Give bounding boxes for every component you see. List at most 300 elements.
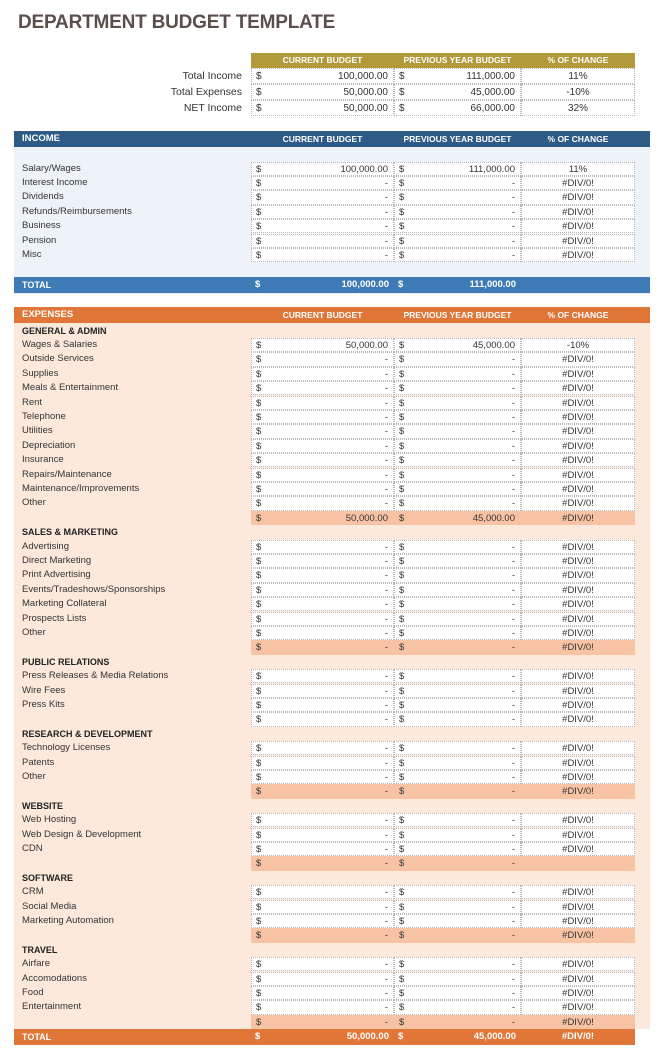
summary-row <box>160 68 635 84</box>
current-value: - <box>384 642 388 654</box>
previous-value: - <box>511 570 515 582</box>
currency-symbol: $ <box>399 570 405 582</box>
currency-symbol: $ <box>256 671 262 683</box>
current-budget-cell[interactable] <box>251 669 394 683</box>
currency-symbol: $ <box>399 469 405 481</box>
currency-symbol: $ <box>256 815 262 827</box>
currency-symbol: $ <box>256 541 262 553</box>
currency-symbol: $ <box>256 71 262 82</box>
category-name: RESEARCH & DEVELOPMENT <box>22 728 153 739</box>
previous-budget-cell[interactable] <box>394 612 521 626</box>
current-value: - <box>384 570 388 582</box>
currency-symbol: $ <box>399 843 405 855</box>
expense-row <box>14 554 650 568</box>
change-value: #DIV/0! <box>562 249 594 261</box>
currency-symbol: $ <box>399 397 405 409</box>
previous-budget-cell[interactable] <box>394 784 521 798</box>
previous-budget-cell[interactable] <box>394 972 521 986</box>
change-value: #DIV/0! <box>562 368 594 380</box>
current-budget-cell[interactable] <box>251 698 394 712</box>
change-value: #DIV/0! <box>562 541 594 553</box>
current-budget-cell[interactable] <box>251 84 394 100</box>
change-cell <box>521 468 635 482</box>
previous-value: 45,000.00 <box>470 87 515 98</box>
previous-budget-cell[interactable] <box>394 496 521 510</box>
expense-row-label: Entertainment <box>22 1001 82 1013</box>
income-header-current: CURRENT BUDGET <box>282 134 363 144</box>
expense-category-heading <box>14 324 650 338</box>
change-value: #DIV/0! <box>562 987 594 999</box>
current-budget-cell[interactable] <box>251 453 394 467</box>
change-cell <box>521 986 635 1000</box>
income-header-change: % OF CHANGE <box>547 134 609 144</box>
current-budget-cell[interactable] <box>251 568 394 582</box>
current-budget-cell[interactable] <box>251 928 394 942</box>
currency-symbol: $ <box>256 555 262 567</box>
current-budget-cell[interactable] <box>251 100 394 116</box>
previous-budget-cell[interactable] <box>394 482 521 496</box>
currency-symbol: $ <box>399 743 405 755</box>
current-budget-cell[interactable] <box>251 439 394 453</box>
current-value: - <box>384 411 388 423</box>
currency-symbol: $ <box>256 339 262 351</box>
current-budget-cell[interactable] <box>251 540 394 554</box>
previous-budget-cell[interactable] <box>394 540 521 554</box>
previous-budget-cell[interactable] <box>394 914 521 928</box>
current-value: - <box>384 671 388 683</box>
currency-symbol: $ <box>399 221 405 233</box>
currency-symbol: $ <box>256 103 262 114</box>
previous-budget-cell[interactable] <box>394 396 521 410</box>
currency-symbol: $ <box>256 786 262 798</box>
previous-budget-cell[interactable] <box>394 205 521 219</box>
current-budget-cell[interactable] <box>251 554 394 568</box>
current-budget-cell[interactable] <box>251 219 394 233</box>
previous-budget-cell[interactable] <box>394 234 521 248</box>
currency-symbol: $ <box>399 354 405 366</box>
expenses-total-change: #DIV/0! <box>561 1031 595 1042</box>
change-value: -10% <box>566 339 590 351</box>
previous-budget-cell[interactable] <box>394 957 521 971</box>
previous-budget-cell[interactable] <box>394 698 521 712</box>
change-cell <box>521 597 635 611</box>
previous-value: - <box>511 757 515 769</box>
currency-symbol: $ <box>256 512 262 524</box>
previous-budget-cell[interactable] <box>394 568 521 582</box>
summary-row <box>160 84 635 100</box>
previous-value: - <box>511 671 515 683</box>
currency-symbol: $ <box>399 339 405 351</box>
expense-row-label: Outside Services <box>22 353 94 365</box>
current-value: - <box>384 930 388 942</box>
previous-budget-cell[interactable] <box>394 453 521 467</box>
expenses-header <box>14 307 650 323</box>
current-value: - <box>384 498 388 510</box>
currency-symbol: $ <box>399 555 405 567</box>
expense-row-label: Other <box>22 626 46 638</box>
current-value: - <box>384 206 388 218</box>
income-row <box>14 205 650 219</box>
previous-value: - <box>511 483 515 495</box>
category-name: GENERAL & ADMIN <box>22 325 107 336</box>
current-budget-cell[interactable] <box>251 381 394 395</box>
previous-value: - <box>511 368 515 380</box>
income-header <box>14 131 650 147</box>
current-budget-cell[interactable] <box>251 583 394 597</box>
currency-symbol: $ <box>256 714 262 726</box>
income-total-current: 100,000.00 <box>341 279 389 290</box>
previous-value: - <box>511 584 515 596</box>
expense-category-heading <box>14 871 650 885</box>
currency-symbol: $ <box>256 627 262 639</box>
previous-budget-cell[interactable] <box>394 219 521 233</box>
change-cell <box>521 410 635 424</box>
currency-symbol: $ <box>399 987 405 999</box>
previous-budget-cell[interactable] <box>394 1015 521 1029</box>
current-budget-cell[interactable] <box>251 352 394 366</box>
expenses-total-prev-currency: $ <box>398 1031 404 1042</box>
currency-symbol: $ <box>399 901 405 913</box>
previous-budget-cell[interactable] <box>394 900 521 914</box>
change-value: #DIV/0! <box>562 699 594 711</box>
previous-value: - <box>511 498 515 510</box>
current-value: 50,000.00 <box>343 87 388 98</box>
current-budget-cell[interactable] <box>251 856 394 870</box>
current-value: - <box>384 829 388 841</box>
change-value: #DIV/0! <box>562 570 594 582</box>
change-value: #DIV/0! <box>562 177 594 189</box>
expense-row <box>14 741 650 755</box>
expense-row <box>14 828 650 842</box>
expense-row-label: Marketing Automation <box>22 914 114 926</box>
expense-row <box>14 842 650 856</box>
change-value: #DIV/0! <box>562 235 594 247</box>
change-value: #DIV/0! <box>562 354 594 366</box>
previous-value: - <box>511 455 515 467</box>
change-value: #DIV/0! <box>562 1002 594 1014</box>
change-cell <box>521 338 635 352</box>
current-budget-cell[interactable] <box>251 770 394 784</box>
change-value: #DIV/0! <box>562 555 594 567</box>
change-cell <box>521 828 635 842</box>
expense-row <box>14 482 650 496</box>
previous-value: - <box>511 541 515 553</box>
currency-symbol: $ <box>399 455 405 467</box>
previous-budget-cell[interactable] <box>394 856 521 870</box>
previous-budget-cell[interactable] <box>394 511 521 525</box>
previous-budget-cell[interactable] <box>394 468 521 482</box>
currency-symbol: $ <box>399 1002 405 1014</box>
change-cell <box>521 482 635 496</box>
expense-row <box>14 698 650 712</box>
previous-budget-cell[interactable] <box>394 741 521 755</box>
expense-category-heading <box>14 525 650 539</box>
expense-row <box>14 669 650 683</box>
current-budget-cell[interactable] <box>251 162 394 176</box>
previous-value: 45,000.00 <box>472 512 515 524</box>
current-budget-cell[interactable] <box>251 612 394 626</box>
currency-symbol: $ <box>399 627 405 639</box>
change-value: #DIV/0! <box>562 440 594 452</box>
current-budget-cell[interactable] <box>251 640 394 654</box>
current-value: - <box>384 714 388 726</box>
current-budget-cell[interactable] <box>251 482 394 496</box>
previous-value: - <box>511 383 515 395</box>
change-value: #DIV/0! <box>562 455 594 467</box>
currency-symbol: $ <box>399 498 405 510</box>
current-budget-cell[interactable] <box>251 842 394 856</box>
current-budget-cell[interactable] <box>251 496 394 510</box>
expenses-total-currency: $ <box>255 1031 261 1042</box>
current-value: - <box>384 757 388 769</box>
change-cell <box>521 900 635 914</box>
current-budget-cell[interactable] <box>251 205 394 219</box>
currency-symbol: $ <box>399 786 405 798</box>
currency-symbol: $ <box>256 87 262 98</box>
change-value: #DIV/0! <box>562 613 594 625</box>
income-title: INCOME <box>22 133 60 144</box>
currency-symbol: $ <box>256 757 262 769</box>
previous-value: 45,000.00 <box>472 339 515 351</box>
currency-symbol: $ <box>256 1002 262 1014</box>
current-budget-cell[interactable] <box>251 511 394 525</box>
change-value: #DIV/0! <box>562 512 594 524</box>
category-name: SALES & MARKETING <box>22 527 119 538</box>
previous-budget-cell[interactable] <box>394 626 521 640</box>
expense-row <box>14 612 650 626</box>
currency-symbol: $ <box>256 699 262 711</box>
current-budget-cell[interactable] <box>251 176 394 190</box>
currency-symbol: $ <box>256 901 262 913</box>
current-budget-cell[interactable] <box>251 712 394 726</box>
change-cell <box>521 698 635 712</box>
change-value: #DIV/0! <box>562 397 594 409</box>
previous-budget-cell[interactable] <box>394 162 521 176</box>
currency-symbol: $ <box>256 483 262 495</box>
currency-symbol: $ <box>399 177 405 189</box>
current-budget-cell[interactable] <box>251 813 394 827</box>
expense-row <box>14 367 650 381</box>
current-value: - <box>384 627 388 639</box>
previous-budget-cell[interactable] <box>394 583 521 597</box>
currency-symbol: $ <box>399 235 405 247</box>
change-cell <box>521 424 635 438</box>
previous-value: - <box>511 469 515 481</box>
currency-symbol: $ <box>399 206 405 218</box>
current-budget-cell[interactable] <box>251 828 394 842</box>
previous-budget-cell[interactable] <box>394 68 521 84</box>
previous-budget-cell[interactable] <box>394 190 521 204</box>
change-cell <box>521 162 635 176</box>
current-budget-cell[interactable] <box>251 396 394 410</box>
current-budget-cell[interactable] <box>251 68 394 84</box>
change-cell <box>521 741 635 755</box>
current-budget-cell[interactable] <box>251 972 394 986</box>
expense-row-label: Supplies <box>22 367 59 379</box>
currency-symbol: $ <box>256 613 262 625</box>
expenses-header-current: CURRENT BUDGET <box>282 310 363 320</box>
income-row-label: Interest Income <box>22 176 88 188</box>
current-value: - <box>384 483 388 495</box>
current-budget-cell[interactable] <box>251 338 394 352</box>
current-budget-cell[interactable] <box>251 597 394 611</box>
change-value: #DIV/0! <box>562 192 594 204</box>
previous-value: - <box>511 397 515 409</box>
previous-value: - <box>511 887 515 899</box>
change-value: #DIV/0! <box>562 829 594 841</box>
change-cell <box>521 84 635 100</box>
previous-budget-cell[interactable] <box>394 410 521 424</box>
expense-row-label: Other <box>22 770 46 782</box>
current-budget-cell[interactable] <box>251 1000 394 1014</box>
previous-budget-cell[interactable] <box>394 100 521 116</box>
change-value: #DIV/0! <box>562 1016 594 1028</box>
change-value: #DIV/0! <box>562 786 594 798</box>
current-value: - <box>384 858 388 870</box>
previous-budget-cell[interactable] <box>394 554 521 568</box>
previous-budget-cell[interactable] <box>394 842 521 856</box>
current-budget-cell[interactable] <box>251 1015 394 1029</box>
currency-symbol: $ <box>256 843 262 855</box>
category-name: PUBLIC RELATIONS <box>22 656 110 667</box>
income-row-label: Dividends <box>22 191 64 203</box>
currency-symbol: $ <box>256 887 262 899</box>
current-budget-cell[interactable] <box>251 234 394 248</box>
current-value: - <box>384 426 388 438</box>
expense-subtotal-row <box>14 1015 650 1029</box>
expense-row <box>14 972 650 986</box>
current-value: - <box>384 815 388 827</box>
expense-row <box>14 468 650 482</box>
income-total-previous: 111,000.00 <box>469 279 516 290</box>
previous-budget-cell[interactable] <box>394 381 521 395</box>
expense-row-label: Marketing Collateral <box>22 598 107 610</box>
previous-budget-cell[interactable] <box>394 1000 521 1014</box>
previous-budget-cell[interactable] <box>394 669 521 683</box>
change-cell <box>521 928 635 942</box>
previous-budget-cell[interactable] <box>394 813 521 827</box>
change-value: #DIV/0! <box>562 642 594 654</box>
previous-budget-cell[interactable] <box>394 712 521 726</box>
current-budget-cell[interactable] <box>251 741 394 755</box>
expense-row-label: Technology Licenses <box>22 742 111 754</box>
expense-row <box>14 410 650 424</box>
expense-row-label: Other <box>22 497 46 509</box>
current-budget-cell[interactable] <box>251 367 394 381</box>
currency-symbol: $ <box>256 177 262 189</box>
currency-symbol: $ <box>256 858 262 870</box>
previous-budget-cell[interactable] <box>394 756 521 770</box>
currency-symbol: $ <box>256 915 262 927</box>
currency-symbol: $ <box>256 221 262 233</box>
change-value: 11% <box>568 71 588 82</box>
current-budget-cell[interactable] <box>251 900 394 914</box>
expense-row <box>14 338 650 352</box>
currency-symbol: $ <box>399 930 405 942</box>
expense-row-label: CRM <box>22 886 44 898</box>
change-cell <box>521 100 635 116</box>
current-budget-cell[interactable] <box>251 190 394 204</box>
previous-budget-cell[interactable] <box>394 176 521 190</box>
change-value: #DIV/0! <box>562 426 594 438</box>
currency-symbol: $ <box>256 642 262 654</box>
change-value: #DIV/0! <box>562 757 594 769</box>
change-cell <box>521 957 635 971</box>
current-budget-cell[interactable] <box>251 248 394 262</box>
previous-budget-cell[interactable] <box>394 424 521 438</box>
previous-budget-cell[interactable] <box>394 439 521 453</box>
change-value: #DIV/0! <box>562 771 594 783</box>
expense-row-label: Meals & Entertainment <box>22 382 119 394</box>
current-value: - <box>384 613 388 625</box>
current-budget-cell[interactable] <box>251 424 394 438</box>
current-budget-cell[interactable] <box>251 784 394 798</box>
currency-symbol: $ <box>399 915 405 927</box>
current-value: - <box>384 901 388 913</box>
change-value: #DIV/0! <box>562 887 594 899</box>
currency-symbol: $ <box>256 469 262 481</box>
current-budget-cell[interactable] <box>251 885 394 899</box>
current-budget-cell[interactable] <box>251 626 394 640</box>
current-budget-cell[interactable] <box>251 914 394 928</box>
previous-budget-cell[interactable] <box>394 770 521 784</box>
previous-budget-cell[interactable] <box>394 352 521 366</box>
previous-budget-cell[interactable] <box>394 885 521 899</box>
income-row <box>14 176 650 190</box>
expense-row <box>14 626 650 640</box>
current-value: - <box>384 987 388 999</box>
previous-budget-cell[interactable] <box>394 367 521 381</box>
summary-row-label: Total Income <box>182 70 242 82</box>
currency-symbol: $ <box>256 930 262 942</box>
current-value: 50,000.00 <box>345 512 388 524</box>
expense-row <box>14 900 650 914</box>
current-budget-cell[interactable] <box>251 756 394 770</box>
current-budget-cell[interactable] <box>251 410 394 424</box>
previous-value: - <box>511 235 515 247</box>
summary-row-label: Total Expenses <box>170 86 242 98</box>
previous-budget-cell[interactable] <box>394 828 521 842</box>
previous-budget-cell[interactable] <box>394 338 521 352</box>
change-cell <box>521 219 635 233</box>
expense-row-label: Accomodations <box>22 972 87 984</box>
change-cell <box>521 684 635 698</box>
current-value: - <box>384 786 388 798</box>
current-budget-cell[interactable] <box>251 957 394 971</box>
change-cell <box>521 770 635 784</box>
expense-subtotal-row <box>14 511 650 525</box>
previous-budget-cell[interactable] <box>394 640 521 654</box>
current-budget-cell[interactable] <box>251 468 394 482</box>
expense-subtotal-row <box>14 856 650 870</box>
previous-budget-cell[interactable] <box>394 84 521 100</box>
previous-value: - <box>511 411 515 423</box>
current-budget-cell[interactable] <box>251 986 394 1000</box>
change-cell <box>521 583 635 597</box>
previous-budget-cell[interactable] <box>394 597 521 611</box>
previous-value: - <box>511 599 515 611</box>
current-value: - <box>384 699 388 711</box>
currency-symbol: $ <box>256 249 262 261</box>
current-value: 50,000.00 <box>345 339 388 351</box>
previous-budget-cell[interactable] <box>394 986 521 1000</box>
currency-symbol: $ <box>399 103 405 114</box>
currency-symbol: $ <box>256 383 262 395</box>
previous-budget-cell[interactable] <box>394 684 521 698</box>
previous-budget-cell[interactable] <box>394 928 521 942</box>
current-budget-cell[interactable] <box>251 684 394 698</box>
previous-budget-cell[interactable] <box>394 248 521 262</box>
